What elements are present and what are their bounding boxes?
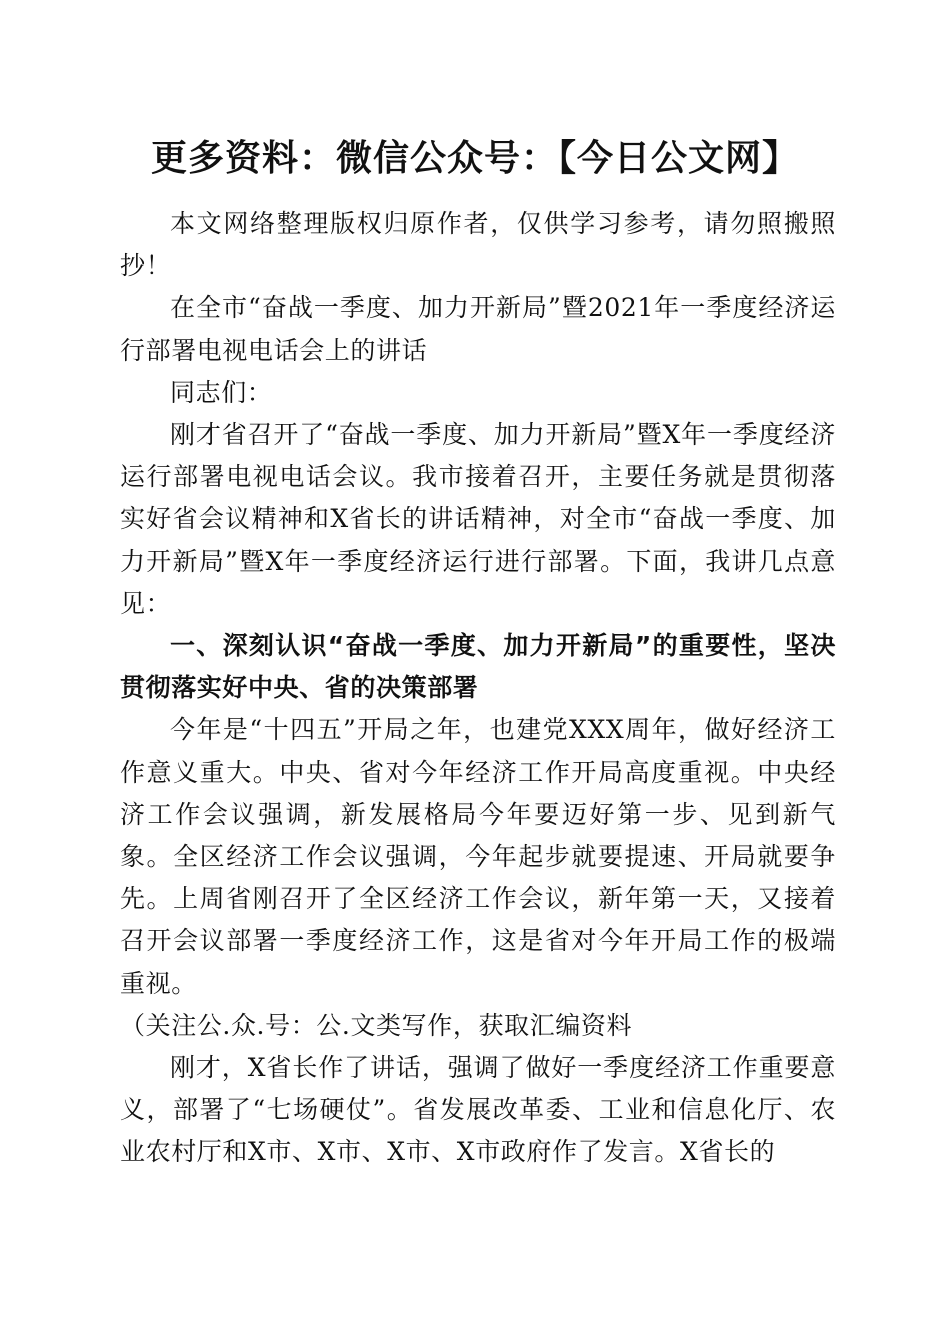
page-title: 更多资料：微信公众号：【今日公文网】 <box>150 137 799 179</box>
body-paragraph: 刚才，X省长作了讲话，强调了做好一季度经济工作重要意义，部署了“七场硬仗”。省发展改革委、工业和信息化厅、农业农村厅和X市、X市、X市、X市政府作了发言。X省长的 <box>120 1053 836 1167</box>
intro-paragraph: 刚才省召开了“奋战一季度、加力开新局”暨X年一季度经济运行部署电视电话会议。我市接着召开，主要任务就是贯彻落实好省会议精神和X省长的讲话精神，对全市“奋战一季度、加力开新局”暨X年一季度经济运行进行部署。下面，我讲几点意见： <box>120 420 836 618</box>
disclaimer-paragraph: 本文网络整理版权归原作者，仅供学习参考，请勿照搬照抄！ <box>120 209 836 281</box>
promo-note: （关注公.众.号：公.文类写作，获取汇编资料 <box>120 1010 633 1040</box>
body-paragraph: 今年是“十四五”开局之年，也建党XXX周年，做好经济工作意义重大。中央、省对今年经济工作开局高度重视。中央经济工作会议强调，新发展格局今年要迈好第一步、见到新气象。全区经济工作会议强调，今年起步就要提速、开局就要争先。上周省刚召开了全区经济工作会议，新年第一天，又接着召开会议部署一季度经济工作，这是省对今年开局工作的极端重视。 <box>120 715 836 998</box>
document-body <box>120 203 836 1174</box>
salutation-paragraph: 同志们： <box>170 377 273 407</box>
section-heading: 一、深刻认识“奋战一季度、加力开新局”的重要性，坚决贯彻落实好中央、省的决策部署 <box>120 631 836 703</box>
document-title-paragraph: 在全市“奋战一季度、加力开新局”暨2021年一季度经济运行部署电视电话会上的讲话 <box>120 293 836 365</box>
